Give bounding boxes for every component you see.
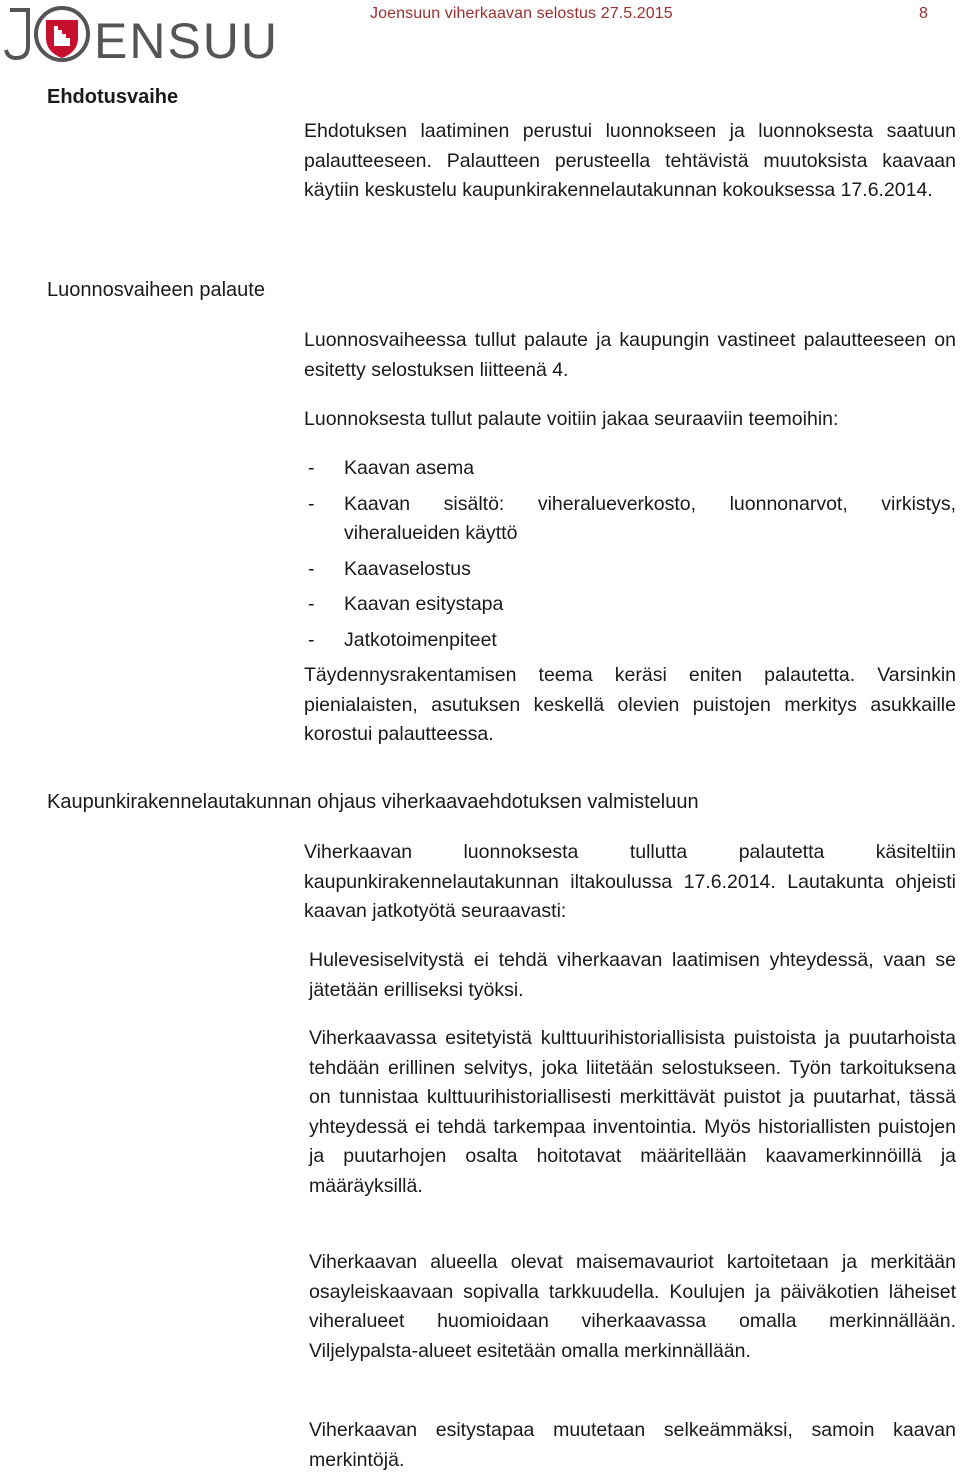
paragraph-esitystapa: Viherkaavan esitystapaa muutetaan selkeämmäksi, samoin kaavan merkintöjä. [309,1419,956,1471]
paragraph-teemat-intro: Luonnoksesta tullut palaute voitiin jakaa seuraaviin teemoihin: [304,408,839,430]
joensuu-logo [4,0,280,69]
heading-luonnosvaiheen-palaute: Luonnosvaiheen palaute [47,279,265,301]
page-number: 8 [919,5,928,22]
list-dash: - [308,557,315,580]
list-item [304,590,956,620]
paragraph-maisemavauriot: Viherkaavan alueella olevat maisemavauriot kartoitetaan ja merkitään osayleiskaavaan sopivalla tarkkuudella. Koulujen ja päiväkotien läheiset viheralueet huomioidaan viherkaavassa omalla merkinnällään. Viljelypalsta-alueet esitetään omalla merkinnällään. [309,1251,956,1362]
theme-label: Kaavan sisältö: viheralueverkosto, luonnonarvot, virkistys, viheralueiden käyttö [344,492,956,544]
logo-wordmark: ENSUU [94,13,280,69]
theme-label: Kaavan esitystapa [344,593,504,615]
heading-lautakunnan-ohjaus: Kaupunkirakennelautakunnan ohjaus viherkaavaehdotuksen valmisteluun [47,791,699,813]
list-item [304,454,956,484]
list-dash: - [308,457,315,479]
theme-label: Kaavaselostus [344,557,471,580]
heading-ehdotusvaihe: Ehdotusvaihe [47,86,179,108]
theme-label: Kaavan asema [344,457,475,479]
paragraph-ohjaus-intro: Viherkaavan luonnoksesta tullutta palautetta käsiteltiin kaupunkirakennelautakunnan iltakoulussa 17.6.2014. Lautakunta ohjeisti kaavan jatkotyötä seuraavasti: [304,841,956,922]
theme-label: Jatkotoimenpiteet [344,628,497,651]
paragraph-liite: Luonnosvaiheessa tullut palaute ja kaupungin vastineet palautteeseen on esitetty selostuksen liitteenä 4. [304,329,956,381]
paragraph-kulttuurihistoria: Viherkaavassa esitetyistä kulttuurihistoriallisista puistoista ja puutarhoista tehdään erillinen selvitys, joka liitetään selostukseen. Työn tarkoituksena on tunnistaa kulttuurihistoriallisesti merkittävät puistot ja puutarhat, tässä yhteydessä ei tehdä tarkempaa inventointia. Myös historiallisten puistojen ja puutarhojen osalta hoitotavat määritellään kaavamerkinnöillä ja määräyksillä. [309,1027,956,1197]
paragraph-hulevesi: Hulevesiselvitystä ei tehdä viherkaavan laatimisen yhteydessä, vaan se jätetään erilliseksi työksi. [309,949,956,1001]
list-item [304,555,956,585]
list-item [304,626,956,656]
paragraph-tayedennysrakentaminen: Täydennysrakentamisen teema keräsi eniten palautetta. Varsinkin pienialaisten, asutuksen keskellä olevien puistojen merkitys asukkaille korostui palautteessa. [304,664,956,745]
document-header-title: Joensuun viherkaavan selostus 27.5.2015 [370,5,673,22]
paragraph-ehdotusvaihe: Ehdotuksen laatiminen perustui luonnokseen ja luonnoksesta saatuun palautteeseen. Palautteen perusteella tehtävistä muutoksista kaavaan käytiin keskustelu kaupunkirakennelautakunnan kokouksessa 17.6.2014. [304,120,956,201]
list-dash: - [308,593,315,615]
list-item [304,490,956,549]
list-dash: - [308,628,315,651]
list-dash: - [308,492,315,515]
themes-list [304,454,956,655]
